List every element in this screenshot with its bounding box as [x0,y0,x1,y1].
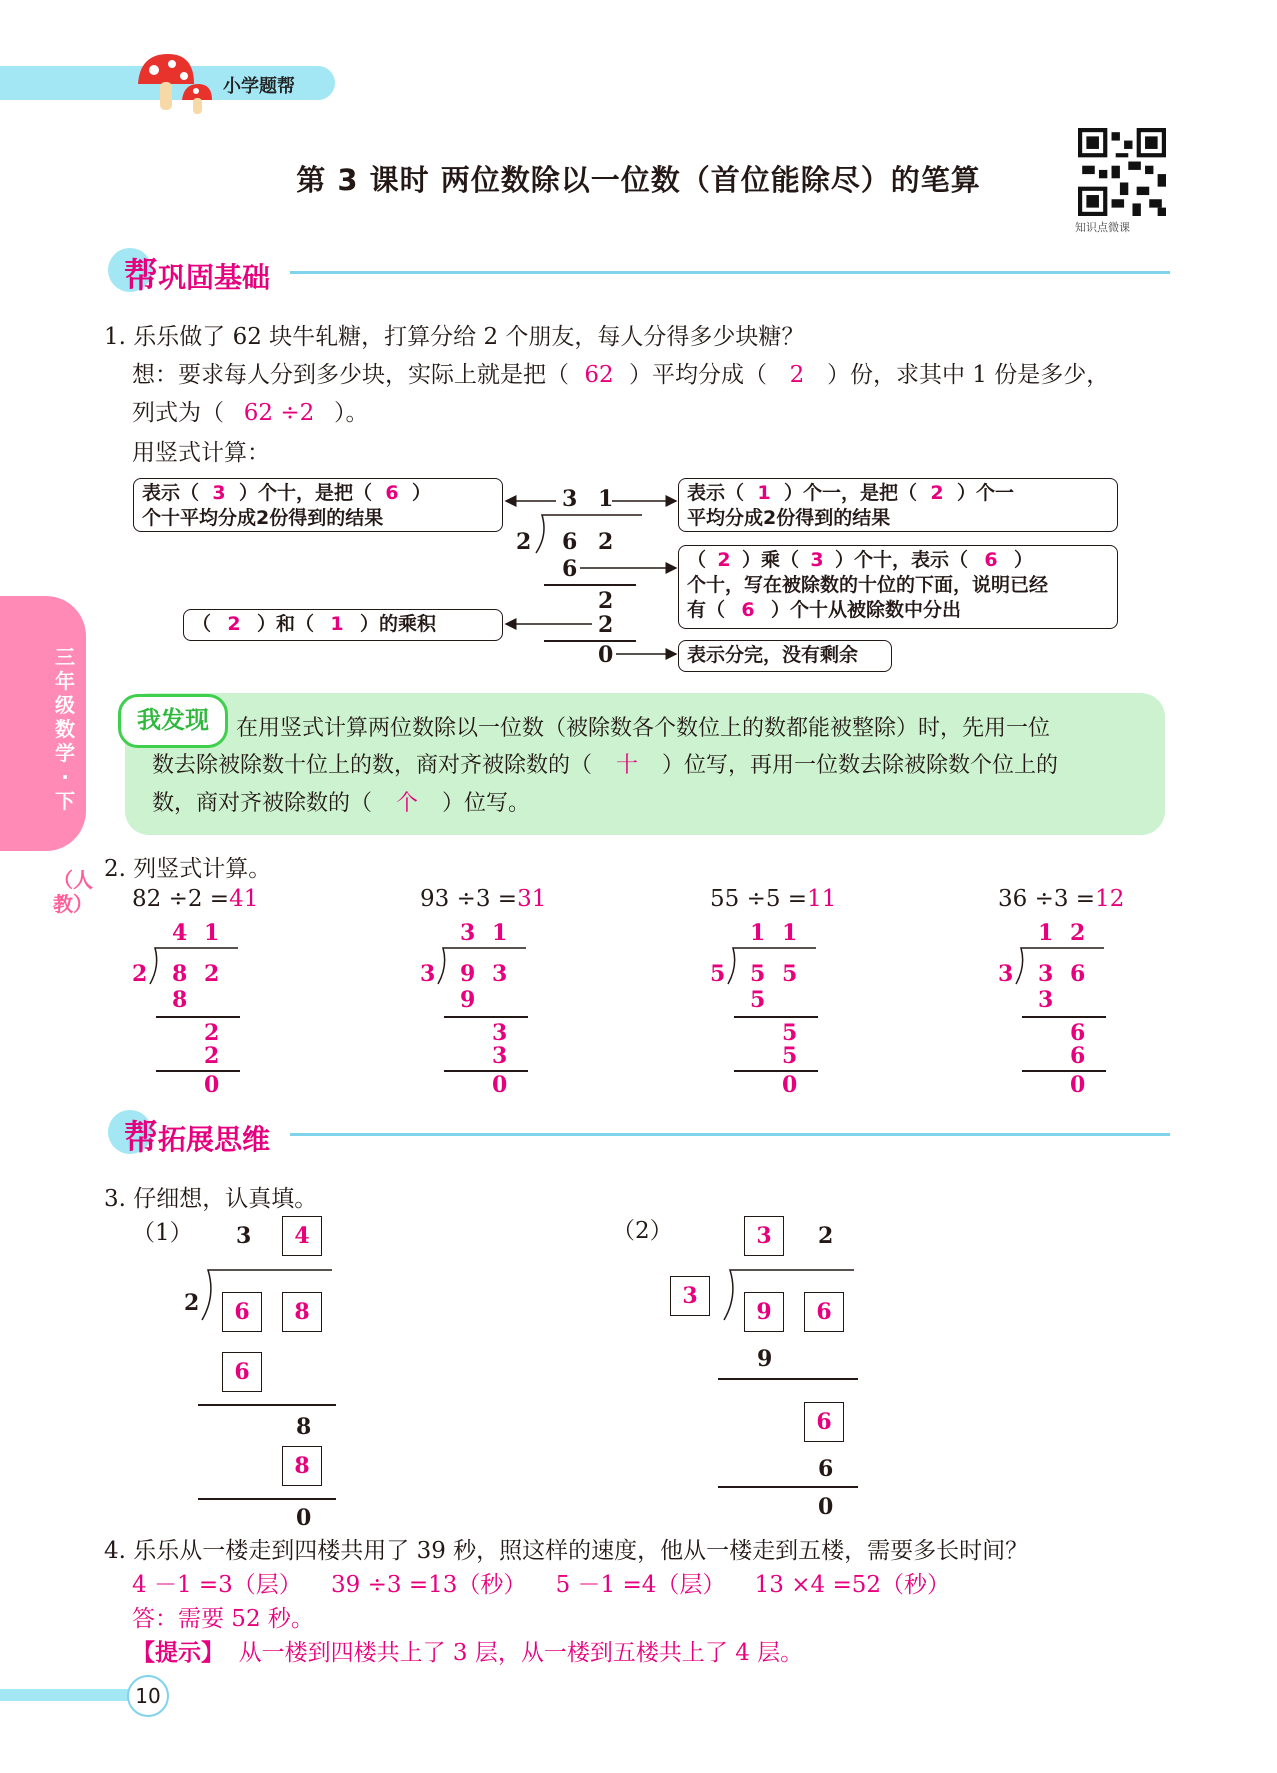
annot-answer: 6 [385,482,399,504]
footer-band [0,1689,140,1701]
q2-quotient-ones: 2 [1070,920,1086,946]
q2-bring-down: 6 [1070,1020,1086,1046]
q4-hint-text: 从一楼到四楼共上了 3 层，从一楼到五楼共上了 4 层。 [238,1640,804,1666]
q2-expression [132,886,258,912]
page-title: 第 3 课时 两位数除以一位数（首位能除尽）的笔算 [296,163,981,197]
q1-dividend-ones: 2 [598,529,614,555]
discover-answer-tens: 十 [616,753,639,778]
annot-answer: 1 [330,613,344,635]
side-edition-label: （人教） [53,868,93,916]
q1-bring-down: 2 [598,588,614,614]
annot-text: （ [687,549,707,571]
annot-text: 个十平均分成2份得到的结果 [142,507,384,529]
discover-line3 [152,785,530,823]
q2-sub2: 5 [782,1043,798,1069]
q4-stem: 4. 乐乐从一楼走到四楼共用了 39 秒，照这样的速度，他从一楼走到五楼，需要多长时间？ [104,1538,1029,1564]
q1-text: ）份，求其中 1 份是多少， [827,362,1110,388]
q2-expr-text: 55 ÷5 = [710,886,808,912]
section-name: 拓展思维 [158,1123,271,1156]
q3-p1-remainder: 0 [296,1505,312,1531]
q2-bring-down: 5 [782,1020,798,1046]
annot-text: ） [1014,549,1034,571]
annot-answer: 6 [741,599,755,621]
q2-rule [1022,1070,1106,1072]
q3-stem: 3. 仔细想，认真填。 [104,1186,318,1212]
annot-text: ）个十，表示（ [835,549,969,571]
annot-text: 有（ [687,599,726,621]
q1-text: 列式为（ [132,400,224,426]
q4-work: 4 －1 =3（层） 39 ÷3 =13（秒） 5 －1 =4（层） 13 ×4 =52（秒） [132,1572,950,1598]
q1-answer-2: 2 [789,362,805,388]
q3-p1-sub2: 8 [282,1446,322,1486]
annot-answer: 2 [930,482,944,504]
q3-p1-dividend-ones: 8 [282,1292,322,1332]
annot-text: 表示（ [142,482,200,504]
qr-code-icon[interactable] [1078,128,1166,216]
annot-text: ）个一 [957,482,1015,504]
q2-sub2: 3 [492,1043,508,1069]
q2-dividend-tens: 5 [750,961,766,987]
q2-rule [734,1070,818,1072]
q2-divisor: 5 [710,961,726,987]
q3-p2-sub1: 9 [757,1346,773,1372]
discover-text: ）位写。 [442,791,531,816]
q2-rule [156,1016,240,1018]
q2-bring-down: 2 [204,1020,220,1046]
annot-text: ）的乘积 [360,613,437,635]
q2-sub1: 8 [172,987,188,1013]
q2-remainder: 0 [1070,1072,1086,1098]
q2-rule [444,1016,528,1018]
q2-remainder: 0 [782,1072,798,1098]
q2-quotient-ones: 1 [782,920,798,946]
q2-expr-text: 93 ÷3 = [420,886,518,912]
annot-text: ）个一，是把（ [784,482,918,504]
q3-p2-quotient-given: 2 [818,1223,834,1249]
q2-remainder: 0 [492,1072,508,1098]
q2-bracket [148,946,240,988]
discover-text: 数，商对齐被除数的（ [152,791,373,816]
annot-text: ）乘（ [742,549,800,571]
section-divider [290,1133,1170,1136]
annot-text: ） [412,482,432,504]
q2-expr-answer: 11 [807,886,837,912]
annot-text: 表示（ [687,482,745,504]
q2-quotient-ones: 1 [492,920,508,946]
q2-bracket [1014,946,1106,988]
q3-p1-quotient-box: 4 [282,1216,322,1256]
brand-label: 小学题帮 [223,76,295,97]
q3-part2-label: （2） [612,1218,673,1244]
q2-expr-text: 36 ÷3 = [998,886,1096,912]
q2-expr-answer: 41 [229,886,259,912]
q3-p1-divisor: 2 [184,1290,200,1316]
discover-text: 数去除被除数十位上的数，商对齐被除数的（ [152,753,593,778]
section-basic-title [124,248,270,297]
annot-box-ones [678,478,1118,532]
annot-answer: 1 [757,482,771,504]
q1-think-line2 [132,394,369,427]
annot-text: （ [192,613,212,635]
q2-rule [156,1070,240,1072]
annot-box-remainder: 表示分完，没有剩余 [678,640,892,672]
discover-line1: 在用竖式计算两位数除以一位数（被除数各个数位上的数都能被整除）时，先用一位 [236,716,1051,741]
q1-sub1: 6 [562,556,578,582]
q3-p1-dividend-tens: 6 [222,1292,262,1332]
q2-expr-answer: 31 [517,886,547,912]
discover-line2 [152,747,1058,785]
annot-answer: 3 [212,482,226,504]
discover-text: ）位写，再用一位数去除被除数个位上的 [662,753,1059,778]
annot-answer: 3 [810,549,824,571]
q1-dividend-tens: 6 [562,529,578,555]
q1-quotient-tens: 3 [562,486,578,512]
q1-quotient-ones: 1 [598,486,614,512]
q2-expression [998,886,1124,912]
q2-rule [1022,1016,1106,1018]
q3-p2-rule [718,1486,858,1488]
qr-caption: 知识点微课 [1075,221,1130,234]
q1-think-line1 [132,356,1109,389]
q2-sub1: 3 [1038,987,1054,1013]
q2-sub2: 2 [204,1043,220,1069]
q2-quotient-tens: 4 [172,920,188,946]
q3-p1-bring: 8 [296,1414,312,1440]
q3-p2-rule [718,1378,858,1380]
q1-answer-expr: 62 ÷2 [243,400,315,426]
section-mark: 帮 [124,1118,158,1158]
q3-p2-sub2: 6 [818,1456,834,1482]
page-number: 10 [127,1675,169,1717]
section-name: 巩固基础 [158,261,271,294]
annot-box-multiply [183,609,503,641]
q2-expr-answer: 12 [1095,886,1125,912]
annot-box-product [678,545,1118,629]
annot-answer: 6 [984,549,998,571]
annot-arrows [500,490,690,660]
q3-p2-remainder: 0 [818,1494,834,1520]
section-extend-title [124,1110,270,1159]
discover-answer-ones: 个 [396,791,419,816]
section-divider [290,271,1170,274]
annot-text: ）个十，是把（ [239,482,373,504]
section-mark: 帮 [124,256,158,296]
q2-dividend-ones: 2 [204,961,220,987]
q2-dividend-tens: 8 [172,961,188,987]
q2-bracket [436,946,528,988]
annot-text: 个十，写在被除数的十位的下面，说明已经 [687,574,1049,596]
q2-quotient-tens: 1 [1038,920,1054,946]
q2-divisor: 3 [420,961,436,987]
q2-rule [444,1070,528,1072]
q3-p2-bring-box: 6 [804,1402,844,1442]
q2-remainder: 0 [204,1072,220,1098]
discover-tag: 我发现 [118,694,228,748]
q1-text: 想：要求每人分到多少块，实际上就是把（ [132,362,569,388]
q2-sub1: 5 [750,987,766,1013]
q2-sub1: 9 [460,987,476,1013]
side-grade-label: 三年级数学·下 [55,645,75,813]
q2-dividend-tens: 3 [1038,961,1054,987]
q2-dividend-ones: 6 [1070,961,1086,987]
q3-p2-divisor-box: 3 [670,1276,710,1316]
q2-divisor: 2 [132,961,148,987]
q1-text: ）。 [334,400,369,426]
q1-vertical-label: 用竖式计算： [132,440,270,466]
annot-text: ）个十从被除数中分出 [771,599,962,621]
q2-quotient-ones: 1 [204,920,220,946]
q2-rule [734,1016,818,1018]
q1-stem: 1. 乐乐做了 62 块牛轧糖，打算分给 2 个朋友，每人分得多少块糖？ [104,324,805,350]
q1-text: ）平均分成（ [629,362,767,388]
q3-p2-quotient-box: 3 [744,1216,784,1256]
q1-remainder: 0 [598,642,614,668]
q2-expression [420,886,546,912]
annot-text: ）和（ [257,613,315,635]
q3-part1-label: （1） [132,1220,193,1246]
q2-quotient-tens: 1 [750,920,766,946]
q2-stem: 2. 列竖式计算。 [104,856,272,882]
q3-p2-dividend-ones: 6 [804,1292,844,1332]
q2-bracket [726,946,818,988]
q4-hint [132,1634,803,1667]
annot-answer: 2 [227,613,241,635]
q1-divisor: 2 [516,529,532,555]
q4-answer: 答：需要 52 秒。 [132,1606,314,1632]
q3-p1-rule [198,1404,336,1406]
mushroom-icon [130,44,216,116]
q1-answer-62: 62 [584,362,614,388]
q2-quotient-tens: 3 [460,920,476,946]
q2-sub2: 6 [1070,1043,1086,1069]
annot-box-tens [133,478,503,532]
q2-expression [710,886,836,912]
q2-bring-down: 3 [492,1020,508,1046]
q3-p1-rule [198,1498,336,1500]
q2-dividend-ones: 5 [782,961,798,987]
q3-p2-dividend-tens: 9 [744,1292,784,1332]
annot-text: 平均分成2份得到的结果 [687,507,891,529]
q3-p1-sub1: 6 [222,1352,262,1392]
q2-expr-text: 82 ÷2 = [132,886,230,912]
annot-answer: 2 [717,549,731,571]
q2-divisor: 3 [998,961,1014,987]
q2-dividend-ones: 3 [492,961,508,987]
q1-sub2: 2 [598,612,614,638]
q3-p1-quotient-given: 3 [236,1223,252,1249]
q4-hint-label: 【提示】 [132,1639,224,1666]
q2-dividend-tens: 9 [460,961,476,987]
